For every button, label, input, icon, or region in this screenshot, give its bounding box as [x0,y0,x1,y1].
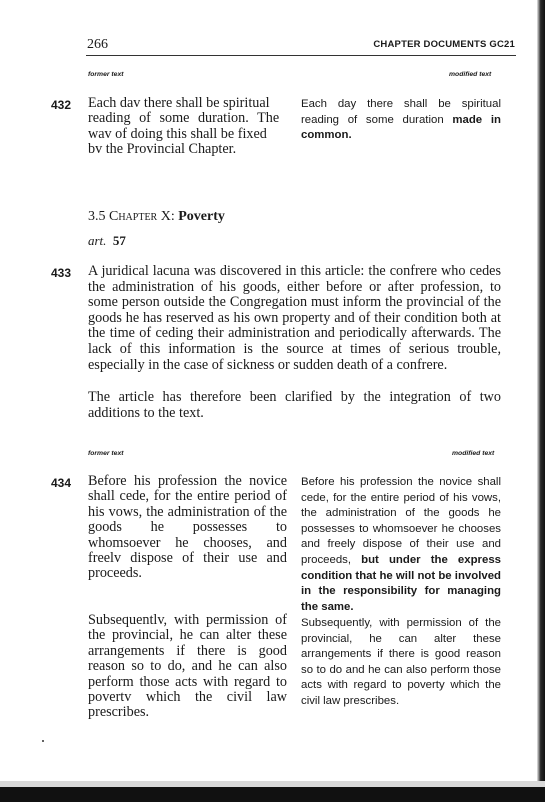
section-chapter-word: Chapter [109,209,158,224]
paragraph-number-432: 432 [51,98,72,112]
paragraph-number-433: 433 [51,266,72,280]
p432-former-line: reading of some duration. The [88,110,280,127]
article-label: art. [88,233,107,248]
modified-text-label: modified text [452,450,495,457]
paragraph-number-434: 434 [51,476,72,490]
article-reference [88,233,126,249]
p432-modified-bold: made in common. [301,113,501,142]
p434-modified-bold: but under the express condition that he will not be involved in the responsibility for managing the same. [301,553,501,613]
page-number: 266 [87,37,108,52]
p432-modified-text [301,97,501,144]
p432-former-line: bv the Provincial Chapter. [88,141,237,158]
header-rule [86,55,516,56]
p432-former-line: Each dav there shall be spiritual [88,95,270,111]
p434-modified-plain: Before his profession the novice shall cede, for the entire period of his vows, the administration of the goods he possesses to whomsoever he chooses and freely dispose of their use and proceeds, [301,476,501,566]
p434-former-text-b: Subsequentlv, with permission of the provincial, he can alter these arrangements if there is good reason so to do, and he can also perform those acts with regard to povertv which the civil law prescribes. [88,612,287,721]
scan-speck [42,740,44,742]
scan-edge-right [537,0,545,802]
former-text-label: former text [88,450,124,457]
p434-modified-text-a [301,475,501,615]
p434-former-text-a: Before his profession the novice shall cede, for the entire period of his vows, the administration of the goods he possesses to whomsoever he chooses, and freelv dispose of their use and proceeds. [88,473,287,582]
article-number: 57 [112,233,126,248]
p432-former-line: wav of doing this shall be fixed [88,125,267,142]
section-number: 3.5 [88,209,106,224]
modified-text-label: modified text [449,71,492,78]
section-heading [88,209,225,225]
running-title: CHAPTER DOCUMENTS GC21 [373,39,515,50]
p432-former-text [88,96,288,158]
former-text-label: former text [88,71,124,78]
section-title: Poverty [178,209,225,224]
p433-body-2: The article has therefore been clarified by the integration of two additions to the text. [88,389,501,421]
p434-modified-text-b: Subsequently, with permission of the provincial, he can alter these arrangements if there is good reason so to do and he can also perform those acts with regard to poverty which the civil law prescribes. [301,617,501,707]
section-roman: X: [160,209,175,224]
p433-body: A juridical lacuna was discovered in this article: the confrere who cedes the administration of his goods, either before or after profession, to some person outside the Congregation must inform the provincial of the goods he has reserved as his own property and of their condition both at the time of ceding their administration and periodically afterwards. The lack of this information is the source at times of serious trouble, especially in the case of sickness or sudden death of a confrere. [88,263,501,373]
p432-modified-plain: Each day there shall be spiritual reading of some duration [301,98,501,126]
scan-edge-bottom [0,787,545,802]
